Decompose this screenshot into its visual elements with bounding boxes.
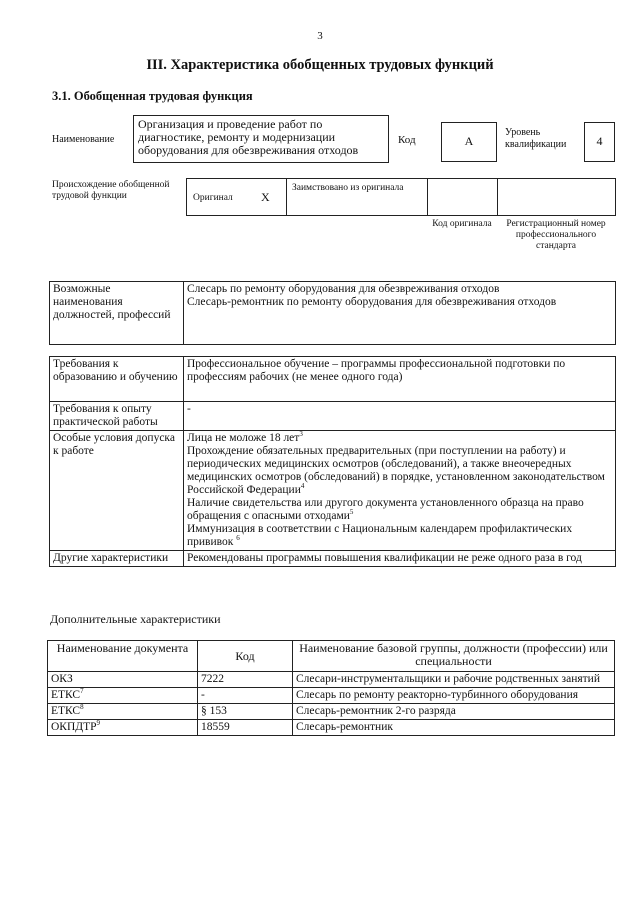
position-1: Слесарь по ремонту оборудования для обезвреживания отходов [187,283,500,295]
row-name: Слесари-инструментальщики и рабочие родственных занятий [293,672,615,688]
other-label: Другие характеристики [50,551,184,567]
table-row [48,704,615,720]
education-value: Профессиональное обучение – программы профессиональной подготовки по профессиям рабочих (не менее одного года) [184,357,616,402]
table-row [48,688,615,704]
otf-name-value: Организация и проведение работ по диагностике, ремонту и модернизации оборудования для обезвреживания отходов [138,117,359,157]
header-doc: Наименование документа [48,641,198,672]
footnote-ref: 3 [299,430,303,439]
original-label: Оригинал [193,193,233,203]
condition-1: Лица не моложе 18 лет [187,432,300,444]
table-row [48,720,615,736]
row-code: 18559 [198,720,293,736]
borrowed-label: Заимствовано из оригинала [292,183,404,193]
code-original-label: Код оригинала [432,219,492,229]
conditions-values [184,431,616,551]
additional-title: Дополнительные характеристики [50,612,221,626]
row-name: Слесарь-ремонтник [293,720,615,736]
positions-table [49,281,616,345]
origin-label: Происхождение обобщенной трудовой функции [52,180,170,201]
footnote-ref: 4 [300,482,305,491]
condition-3: Наличие свидетельства или другого документа установленного образца на право обращения с опасными отходами [187,497,584,522]
header-name: Наименование базовой группы, должности (профессии) или специальности [293,641,615,672]
row-name: Слесарь-ремонтник 2-го разряда [293,704,615,720]
positions-label: Возможные наименования должностей, профессий [50,282,184,345]
footnote-ref: 5 [349,508,354,517]
footnote-ref: 7 [80,687,84,696]
subsection-title: 3.1. Обобщенная трудовая функция [52,89,253,103]
code-value: A [464,134,474,148]
code-value-box [441,122,497,162]
footnote-ref: 6 [236,534,240,543]
row-code: § 153 [198,704,293,720]
row-doc: ОКПДТР [51,721,97,733]
section-title: III. Характеристика обобщенных трудовых функций [146,57,494,73]
reg-number-label: Регистрационный номер профессионального стандарта [506,219,606,251]
name-label: Наименование [52,134,115,145]
level-value-box [584,122,615,162]
page-number: 3 [317,30,323,42]
row-doc: ОКЗ [51,673,73,685]
row-code: 7222 [198,672,293,688]
positions-values [184,282,616,345]
position-2: Слесарь-ремонтник по ремонту оборудования для обезвреживания отходов [187,296,557,308]
original-mark: X [261,190,270,204]
condition-4: Иммунизация в соответствии с Национальным календарем профилактических прививок [187,523,573,548]
header-code: Код [198,641,293,672]
experience-value: - [184,402,616,431]
row-name: Слесарь по ремонту реакторно-турбинного оборудования [293,688,615,704]
footnote-ref: 9 [96,719,101,728]
education-label: Требования к образованию и обучению [50,357,184,402]
code-label: Код [398,134,416,146]
additional-table [47,640,615,736]
requirements-table [49,356,616,567]
footnote-ref: 8 [80,703,84,712]
row-doc: ЕТКС [51,705,81,717]
conditions-label: Особые условия допуска к работе [50,431,184,551]
experience-label: Требования к опыту практической работы [50,402,184,431]
row-code: - [198,688,293,704]
table-row [48,672,615,688]
condition-2: Прохождение обязательных предварительных (при поступлении на работу) и периодических медицинских осмотров (обследований), а также внеочередных медицинских осмотров (обследований) в порядке, установленном законодательством Российской Федерации [187,445,605,496]
other-value: Рекомендованы программы повышения квалификации не реже одного раза в год [184,551,616,567]
otf-name-box [133,115,389,163]
level-label: Уровень квалификации [505,127,567,150]
level-value: 4 [596,134,603,148]
row-doc: ЕТКС [51,689,81,701]
